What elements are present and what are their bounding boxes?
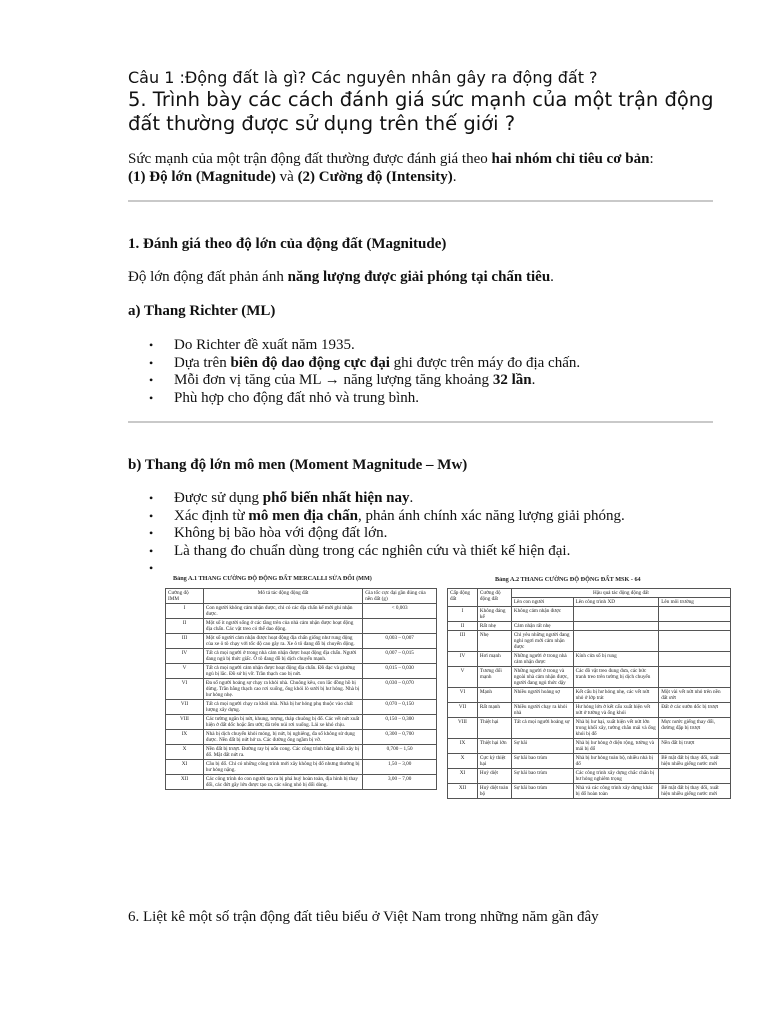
list-item: • Phù hợp cho động đất nhỏ và trung bình. xyxy=(128,390,728,408)
table-cell: Bề mặt đất bị thay đổi, xuất hiện nhiều giếng nước mới xyxy=(659,784,731,799)
table-cell: IX xyxy=(166,730,204,745)
table-cell: Tất cả mọi người cảm nhận được hoạt động địa chấn. Đồ đạc và giường ngủ bị lắc. Đồ sứ bị vỡ. Trần thạch cao bị nứt. xyxy=(203,664,362,679)
table-cell: I xyxy=(166,604,204,619)
table-cell: II xyxy=(166,619,204,634)
table-row xyxy=(448,784,731,799)
table-cell: XI xyxy=(448,769,478,784)
table-cell: XII xyxy=(448,784,478,799)
table-cell: Không đáng kể xyxy=(477,607,511,622)
table-cell: Nền đất bị trượt. Đường ray bị uốn cong. Các công trình bằng khối xây bị đổ. Mặt đất nứt ra. xyxy=(203,745,362,760)
column-header: Lên công trình XD xyxy=(573,598,659,607)
table-cell: Đa số người hoảng sợ chạy ra khỏi nhà. Chuông kêu, con lắc đồng hồ bị dừng. Trần bằng thạch cao rơi xuống, ống khói lò sưởi bị hư hỏng. Nhà bị hư hỏng nhẹ. xyxy=(203,679,362,700)
emphasis-text: năng lượng được giải phóng tại chấn tiêu xyxy=(287,269,551,285)
table-cell: Các đồ vật treo đung đưa, các bức tranh treo trên tường bị dịch chuyển xyxy=(573,667,659,688)
divider xyxy=(128,200,713,202)
table-cell: Rất mạnh xyxy=(477,703,511,718)
table-cell: X xyxy=(166,745,204,760)
table-cell: 3,00 – 7,00 xyxy=(363,775,437,790)
table-cell: II xyxy=(448,622,478,631)
table-row xyxy=(166,619,437,634)
table-row xyxy=(166,760,437,775)
msk-table xyxy=(447,588,731,799)
table-row xyxy=(166,715,437,730)
table-cell: Nhà và các công trình xây dựng khác bị đổ hoàn toàn xyxy=(573,784,659,799)
richter-list xyxy=(128,337,728,407)
table-cell: Cực kỳ thiệt hại xyxy=(477,754,511,769)
list-item: • Là thang đo chuẩn dùng trong các nghiên cứu và thiết kế hiện đại. xyxy=(128,543,728,561)
table-cell: 0,030 – 0,070 xyxy=(363,679,437,700)
intro-bold-text: (1) Độ lớn (Magnitude) xyxy=(128,169,276,185)
table-row xyxy=(166,634,437,649)
table-row xyxy=(448,631,731,652)
table-cell: Nhà bị hư hỏng toàn bộ, nhiều nhà bị đổ xyxy=(573,754,659,769)
divider xyxy=(128,421,713,423)
table-row xyxy=(166,679,437,700)
table-cell: Các tường ngăn bị nứt, khung, tượng, tháp chuông bị đổ. Các vết nứt xuất hiện ở đất dốc hoặc ẩm ướt; đá trên núi rơi xuống. Lái xe khó chịu. xyxy=(203,715,362,730)
table-cell: Tương đối mạnh xyxy=(477,667,511,688)
table-cell: Những người ở trong nhà cảm nhận được xyxy=(511,652,573,667)
table-cell: Con người không cảm nhận được, chỉ có các địa chấn kế mới ghi nhận được. xyxy=(203,604,362,619)
table-cell: 0,003 – 0,007 xyxy=(363,634,437,649)
column-header: Lên môi trường xyxy=(659,598,731,607)
table-cell: Huỷ diệt xyxy=(477,769,511,784)
table-cell: Kính cửa sổ bị rung xyxy=(573,652,659,667)
table-header-row xyxy=(448,589,731,598)
section-1-paragraph: Độ lớn động đất phản ánh năng lượng được giải phóng tại chấn tiêu. xyxy=(128,269,554,285)
column-header: Cường độ IMM xyxy=(166,589,204,604)
list-item: • Dựa trên biên độ dao động cực đại ghi được trên máy đo địa chấn. xyxy=(128,355,728,373)
column-header: Hậu quả tác động động đất xyxy=(511,589,730,598)
table-cell: VII xyxy=(166,700,204,715)
table-cell xyxy=(659,631,731,652)
table-cell: XII xyxy=(166,775,204,790)
table-cell: 0,150 – 0,300 xyxy=(363,715,437,730)
table-cell: Sợ hãi bao trùm xyxy=(511,784,573,799)
moment-list xyxy=(128,490,728,560)
table-row xyxy=(166,730,437,745)
table-cell: III xyxy=(166,634,204,649)
table-cell: Các công trình xây dựng chắc chắn bị hư hỏng nghiêm trọng xyxy=(573,769,659,784)
list-item: • Mỗi đơn vị tăng của ML → năng lượng tăng khoảng 32 lần. xyxy=(128,372,728,390)
table-cell: Thiệt hại xyxy=(477,718,511,739)
column-header: Cường độ động đất xyxy=(477,589,511,607)
table-row xyxy=(448,622,731,631)
table-cell: Một số ít người sống ở các tầng trên của nhà cảm nhận được hoạt động địa chấn. Các vật treo có thể dao động. xyxy=(203,619,362,634)
table-cell: Sợ hãi xyxy=(511,739,573,754)
table-cell xyxy=(363,619,437,634)
table-row xyxy=(448,652,731,667)
intro-text: và xyxy=(275,169,298,185)
table-cell: 0,015 – 0,030 xyxy=(363,664,437,679)
table-cell xyxy=(659,607,731,622)
table-cell: 1,50 – 3,00 xyxy=(363,760,437,775)
list-item: • Do Richter đề xuất năm 1935. xyxy=(128,337,728,355)
table-cell: 0,700 – 1,50 xyxy=(363,745,437,760)
list-item: • Được sử dụng phổ biến nhất hiện nay. xyxy=(128,490,728,508)
table-cell: VI xyxy=(166,679,204,700)
table-cell: Nhiều người hoảng sợ xyxy=(511,688,573,703)
table-row xyxy=(166,700,437,715)
mercalli-table xyxy=(165,588,437,790)
table-cell: Sợ hãi bao trùm xyxy=(511,754,573,769)
table-row xyxy=(448,739,731,754)
table-row xyxy=(448,667,731,688)
table-row xyxy=(448,688,731,703)
table-cell: Nền đất bị trượt xyxy=(659,739,731,754)
table-cell: Mực nước giếng thay đổi, đường đặp bị trượt xyxy=(659,718,731,739)
table-cell xyxy=(659,622,731,631)
table-cell: Nhiều người chạy ra khỏi nhà xyxy=(511,703,573,718)
table-cell: Bề mặt đất bị thay đổi, xuất hiện nhiều giếng nước mới xyxy=(659,754,731,769)
table-cell: Nhà bị hư hại, xuất hiện vết nứt lớn trong khối xây, tường chắn mái và ống khói bị đổ xyxy=(573,718,659,739)
table-cell: 0,007 – 0,015 xyxy=(363,649,437,664)
section-1-heading: 1. Đánh giá theo độ lớn của động đất (Magnitude) xyxy=(128,236,447,252)
table-cell: VIII xyxy=(166,715,204,730)
question-1-heading: Câu 1 :Động đất là gì? Các nguyên nhân gây ra động đất ? xyxy=(128,68,598,87)
table-cell: Nhà bị hư hỏng ở diện rộng, tường và mái bị đổ xyxy=(573,739,659,754)
table-cell: Cầu bị đổ. Chỉ có những công trình mới xây không bị đổ nhưng thường bị hư hỏng nặng. xyxy=(203,760,362,775)
table-row xyxy=(166,775,437,790)
table-row xyxy=(448,718,731,739)
richter-heading: a) Thang Richter (ML) xyxy=(128,303,276,319)
table-cell: Nhà bị dịch chuyển khỏi móng, bị nứt, bị nghiêng, đa số không sử dụng được. Nền đất bị nứt hở ra. Các đường ống ngầm bị vỡ. xyxy=(203,730,362,745)
table-caption: Bảng A.2 THANG CƯỜNG ĐỘ ĐỘNG ĐẤT MSK - 64 xyxy=(495,576,641,583)
question-6-heading: 6. Liệt kê một số trận động đất tiêu biểu ở Việt Nam trong những năm gần đây xyxy=(128,909,599,925)
table-cell: < 0,003 xyxy=(363,604,437,619)
list-item: • Xác định từ mô men địa chấn, phản ánh chính xác năng lượng giải phóng. xyxy=(128,508,728,526)
table-cell: V xyxy=(166,664,204,679)
table-cell: Cảm nhận rất nhẹ xyxy=(511,622,573,631)
table-cell: VIII xyxy=(448,718,478,739)
table-cell: III xyxy=(448,631,478,652)
table-cell: Tất cả mọi người chạy ra khỏi nhà. Nhà bị hư hỏng phụ thuộc vào chất lượng xây dựng. xyxy=(203,700,362,715)
table-cell: Rất nhẹ xyxy=(477,622,511,631)
column-header: Mô tả tác động động đất xyxy=(203,589,362,604)
intro-bold-text: hai nhóm chỉ tiêu cơ bản xyxy=(491,151,650,167)
table-cell: 0,070 – 0,150 xyxy=(363,700,437,715)
table-cell: Tất cả mọi người hoảng sợ xyxy=(511,718,573,739)
table-cell: VII xyxy=(448,703,478,718)
intro-text: . xyxy=(452,169,457,185)
intro-text: Sức mạnh của một trận động đất thường được đánh giá theo xyxy=(128,151,492,167)
table-row xyxy=(448,607,731,622)
table-cell: IX xyxy=(448,739,478,754)
table-cell xyxy=(573,631,659,652)
table-row xyxy=(448,703,731,718)
table-row xyxy=(166,745,437,760)
column-header: Cấp động đất xyxy=(448,589,478,607)
table-cell: XI xyxy=(166,760,204,775)
table-cell: V xyxy=(448,667,478,688)
table-cell: X xyxy=(448,754,478,769)
table-cell: Không cảm nhận được xyxy=(511,607,573,622)
table-cell xyxy=(659,652,731,667)
moment-heading: b) Thang độ lớn mô men (Moment Magnitude – Mw) xyxy=(128,457,468,473)
table-row xyxy=(166,664,437,679)
table-cell: Các công trình do con người tạo ra bị phá huỷ hoàn toàn, địa hình bị thay đổi, các đứt gãy lớn được tạo ra, các sông nhỏ bị đổi dòng. xyxy=(203,775,362,790)
table-cell: Hơi mạnh xyxy=(477,652,511,667)
table-row xyxy=(448,769,731,784)
intro-bold-text: (2) Cường độ (Intensity) xyxy=(297,169,453,185)
table-cell: Chỉ yêu những người đang nghỉ ngơi mới cảm nhận được xyxy=(511,631,573,652)
table-cell: Một số người cảm nhận được hoạt động địa chấn giống như rung động của xe ô tô chạy với tốc độ cao gây ra. Xe ô tô đang đỗ bị chuyển động. xyxy=(203,634,362,649)
table-cell: Một vài vết nứt nhỏ trên nền đất ướt xyxy=(659,688,731,703)
list-item: • Không bị bão hòa với động đất lớn. xyxy=(128,525,728,543)
question-5-heading: 5. Trình bày các cách đánh giá sức mạnh của một trận động đất thường được sử dụng trên thế giới ? xyxy=(128,88,714,135)
table-cell: Hư hỏng lớn ở kết cấu xuất hiện vết nứt ở tường và ống khói xyxy=(573,703,659,718)
table-cell: Kết cấu bị hư hỏng nhẹ, các vết nứt nhỏ ở lớp trát xyxy=(573,688,659,703)
column-header: Lên con người xyxy=(511,598,573,607)
table-cell: IV xyxy=(448,652,478,667)
table-cell: Những người ở trong và ngoài nhà cảm nhận được, người đang ngủ thức dậy xyxy=(511,667,573,688)
table-cell xyxy=(573,607,659,622)
table-cell xyxy=(573,622,659,631)
intro-text: : xyxy=(649,151,654,167)
table-caption: Bảng A.1 THANG CƯỜNG ĐỘ ĐỘNG ĐẤT MERCALLI SỬA ĐỔI (MM) xyxy=(173,575,372,582)
table-cell: I xyxy=(448,607,478,622)
table-cell: Sợ hãi bao trùm xyxy=(511,769,573,784)
table-cell: Tất cả mọi người ở trong nhà cảm nhận được hoạt động địa chấn. Người đang ngủ bị thức giấc. Ô tô đang đỗ bị dịch chuyển mạnh. xyxy=(203,649,362,664)
table-cell: VI xyxy=(448,688,478,703)
table-row xyxy=(166,649,437,664)
table-cell: Nhẹ xyxy=(477,631,511,652)
table-cell: IV xyxy=(166,649,204,664)
table-header-row xyxy=(166,589,437,604)
table-row xyxy=(448,754,731,769)
intro-paragraph xyxy=(128,150,728,186)
table-row xyxy=(166,604,437,619)
table-cell xyxy=(659,667,731,688)
table-cell: Đất ở các sườn dốc bị trượt xyxy=(659,703,731,718)
column-header: Gia tốc cực đại gần đúng của nền đất (g) xyxy=(363,589,437,604)
table-cell xyxy=(659,769,731,784)
table-cell: Huỷ diệt toàn bộ xyxy=(477,784,511,799)
table-cell: Mạnh xyxy=(477,688,511,703)
table-cell: Thiệt hại lớn xyxy=(477,739,511,754)
table-cell: 0,300 – 0,700 xyxy=(363,730,437,745)
